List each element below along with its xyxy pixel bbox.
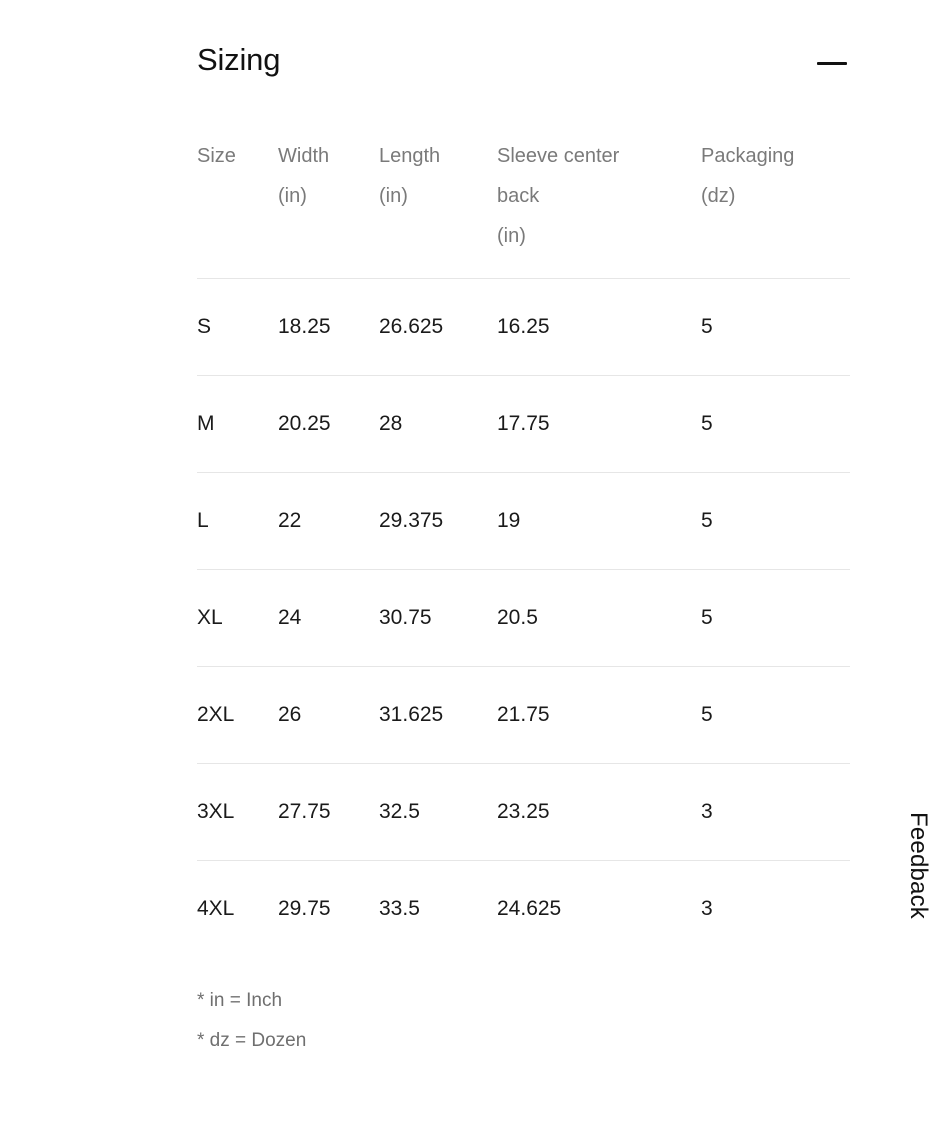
sizing-section	[197, 0, 850, 1061]
cell-length: 32.5	[379, 764, 497, 861]
cell-packaging: 3	[701, 861, 850, 958]
cell-length: 29.375	[379, 473, 497, 570]
cell-width: 18.25	[278, 279, 379, 376]
footnote-inch: * in = Inch	[197, 990, 283, 1011]
feedback-tab[interactable]: Feedback	[905, 812, 932, 919]
minus-icon[interactable]	[815, 46, 849, 80]
cell-size: 3XL	[197, 764, 278, 861]
table-row	[197, 861, 850, 958]
cell-packaging: 3	[701, 764, 850, 861]
cell-size: L	[197, 473, 278, 570]
footnotes	[197, 981, 850, 1061]
cell-packaging: 5	[701, 376, 850, 473]
cell-size: 2XL	[197, 667, 278, 764]
cell-width: 24	[278, 570, 379, 667]
cell-sleeve: 17.75	[497, 376, 701, 473]
section-header	[197, 0, 850, 80]
column-header-width: Width (in)	[278, 145, 330, 207]
cell-packaging: 5	[701, 473, 850, 570]
footnote-dozen: * dz = Dozen	[197, 1030, 307, 1051]
column-header-size: Size	[197, 145, 236, 167]
cell-width: 20.25	[278, 376, 379, 473]
cell-sleeve: 16.25	[497, 279, 701, 376]
cell-packaging: 5	[701, 570, 850, 667]
cell-sleeve: 24.625	[497, 861, 701, 958]
cell-length: 33.5	[379, 861, 497, 958]
column-header-length: Length (in)	[379, 145, 441, 207]
sizing-table	[197, 136, 850, 957]
cell-length: 26.625	[379, 279, 497, 376]
table-header-row	[197, 136, 850, 279]
cell-size: XL	[197, 570, 278, 667]
table-row	[197, 667, 850, 764]
table-row	[197, 570, 850, 667]
cell-sleeve: 19	[497, 473, 701, 570]
cell-length: 28	[379, 376, 497, 473]
cell-sleeve: 23.25	[497, 764, 701, 861]
minus-icon-bar	[817, 62, 847, 65]
column-header-sleeve-center-back: Sleeve center back (in)	[497, 145, 620, 247]
cell-length: 30.75	[379, 570, 497, 667]
cell-width: 26	[278, 667, 379, 764]
column-header-packaging: Packaging (dz)	[701, 145, 795, 207]
table-row	[197, 473, 850, 570]
table-row	[197, 764, 850, 861]
table-row	[197, 376, 850, 473]
cell-packaging: 5	[701, 667, 850, 764]
cell-packaging: 5	[701, 279, 850, 376]
cell-width: 22	[278, 473, 379, 570]
table-row	[197, 279, 850, 376]
cell-size: 4XL	[197, 861, 278, 958]
cell-width: 27.75	[278, 764, 379, 861]
cell-length: 31.625	[379, 667, 497, 764]
cell-size: M	[197, 376, 278, 473]
cell-sleeve: 20.5	[497, 570, 701, 667]
cell-width: 29.75	[278, 861, 379, 958]
page-title: Sizing	[197, 42, 281, 77]
cell-sleeve: 21.75	[497, 667, 701, 764]
cell-size: S	[197, 279, 278, 376]
